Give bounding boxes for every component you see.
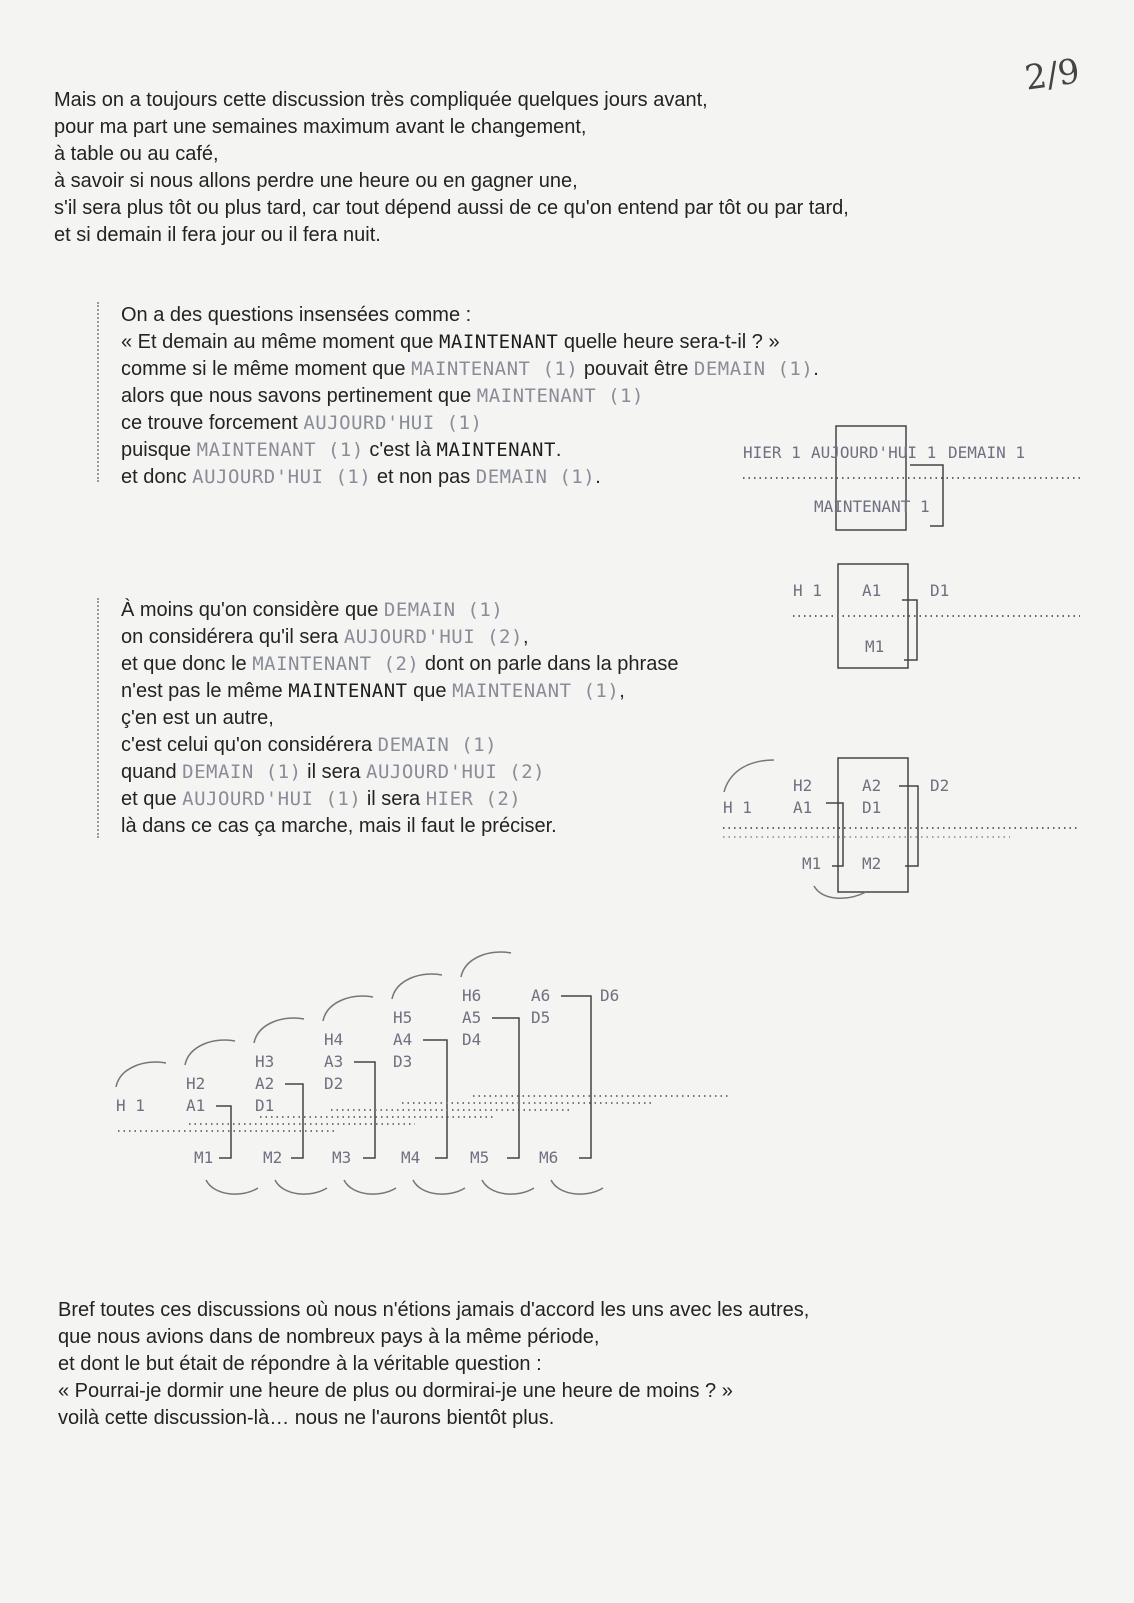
block2-line: À moins qu'on considère que DEMAIN (1) bbox=[121, 599, 504, 621]
d4-arrow-top bbox=[392, 974, 442, 999]
d4-a-label: A2 bbox=[255, 1074, 275, 1093]
diagram-2-bracket bbox=[902, 600, 917, 660]
d4-a-label: A3 bbox=[324, 1052, 344, 1071]
intro-line: Mais on a toujours cette discussion très compliquée quelques jours avant, bbox=[54, 89, 708, 111]
d4-a-label: A4 bbox=[393, 1030, 413, 1049]
intro-line: s'il sera plus tôt ou plus tard, car tout dépend aussi de ce qu'on entend par tôt ou par tard, bbox=[54, 197, 849, 219]
d4-d-label: D4 bbox=[462, 1030, 482, 1049]
intro-line: à table ou au café, bbox=[54, 143, 219, 165]
d4-arrow-top bbox=[323, 996, 373, 1021]
d2-h-label: H 1 bbox=[793, 581, 822, 600]
closing-line: « Pourrai-je dormir une heure de plus ou dormirai-je une heure de moins ? » bbox=[58, 1380, 733, 1402]
closing-line: Bref toutes ces discussions où nous n'étions jamais d'accord les uns avec les autres, bbox=[58, 1299, 810, 1321]
d3-a1-label: A1 bbox=[793, 798, 813, 817]
block1-line: puisque MAINTENANT (1) c'est là MAINTENANT. bbox=[121, 439, 562, 461]
d3-h1-label: H 1 bbox=[723, 798, 752, 817]
d4-d-label: D5 bbox=[531, 1008, 551, 1027]
d4-arrow-bottom bbox=[413, 1180, 465, 1194]
d2-a-label: A1 bbox=[862, 581, 882, 600]
d4-bracket bbox=[285, 1084, 303, 1158]
d1-hier-label: HIER 1 bbox=[743, 443, 801, 462]
d4-a-label: A1 bbox=[186, 1096, 206, 1115]
block1-line: et donc AUJOURD'HUI (1) et non pas DEMAIN (1). bbox=[121, 466, 601, 488]
intro-line: à savoir si nous allons perdre une heure ou en gagner une, bbox=[54, 170, 578, 192]
d3-d1-label: D1 bbox=[862, 798, 882, 817]
d4-d-label: D2 bbox=[324, 1074, 344, 1093]
d4-h-label: H2 bbox=[186, 1074, 206, 1093]
d4-d-label: D1 bbox=[255, 1096, 275, 1115]
d4-bracket bbox=[561, 996, 591, 1158]
d3-d2-label: D2 bbox=[930, 776, 950, 795]
block1-line: alors que nous savons pertinement que MAINTENANT (1) bbox=[121, 385, 644, 407]
d3-m1-label: M1 bbox=[802, 854, 822, 873]
d4-arrow-bottom bbox=[344, 1180, 396, 1194]
closing-line: voilà cette discussion-là… nous ne l'aurons bientôt plus. bbox=[58, 1407, 555, 1429]
block2-line: ç'en est un autre, bbox=[121, 707, 274, 729]
d4-h-label: H6 bbox=[462, 986, 482, 1005]
d4-arrow-top bbox=[461, 952, 511, 977]
diagram-4-labels bbox=[186, 986, 619, 1167]
d1-aujourdhui-label: AUJOURD'HUI 1 bbox=[811, 443, 937, 462]
page-number: 2/9 bbox=[1022, 51, 1083, 99]
d1-maintenant-label: MAINTENANT 1 bbox=[814, 497, 930, 516]
block1-line: « Et demain au même moment que MAINTENANT quelle heure sera-t-il ? » bbox=[121, 331, 780, 353]
diagram-3-arrow-top bbox=[724, 760, 774, 792]
d3-h2-label: H2 bbox=[793, 776, 813, 795]
d1-demain-label: DEMAIN 1 bbox=[948, 443, 1026, 462]
block2-line: n'est pas le même MAINTENANT que MAINTENANT (1), bbox=[121, 680, 625, 702]
d4-d-label: D3 bbox=[393, 1052, 413, 1071]
d4-bracket bbox=[423, 1040, 447, 1158]
d4-arrow-bottom bbox=[482, 1180, 534, 1194]
d4-h-label: H5 bbox=[393, 1008, 413, 1027]
block2-line: on considérera qu'il sera AUJOURD'HUI (2), bbox=[121, 626, 529, 648]
closing-line: que nous avions dans de nombreux pays à la même période, bbox=[58, 1326, 600, 1348]
d4-m-label: M3 bbox=[332, 1148, 352, 1167]
block2-line: là dans ce cas ça marche, mais il faut le préciser. bbox=[121, 815, 557, 837]
d4-arrow-top bbox=[116, 1062, 166, 1087]
d2-d-label: D1 bbox=[930, 581, 950, 600]
block1-line: comme si le même moment que MAINTENANT (1) pouvait être DEMAIN (1). bbox=[121, 358, 819, 380]
diagram-3-bracket-inner bbox=[826, 803, 843, 866]
block2-line: et que AUJOURD'HUI (1) il sera HIER (2) bbox=[121, 788, 522, 810]
d4-arrow-bottom bbox=[275, 1180, 327, 1194]
d4-m-label: M1 bbox=[194, 1148, 214, 1167]
d4-bracket bbox=[492, 1018, 519, 1158]
block1-line: On a des questions insensées comme : bbox=[121, 304, 472, 326]
diagram-3 bbox=[723, 758, 1080, 898]
closing-line: et dont le but était de répondre à la véritable question : bbox=[58, 1353, 542, 1375]
intro-line: pour ma part une semaines maximum avant le changement, bbox=[54, 116, 587, 138]
d4-m-label: M2 bbox=[263, 1148, 283, 1167]
block1-line: ce trouve forcement AUJOURD'HUI (1) bbox=[121, 412, 483, 434]
d4-a-label: A5 bbox=[462, 1008, 482, 1027]
d4-arrow-top bbox=[254, 1018, 304, 1043]
diagram-1-bracket bbox=[910, 465, 943, 526]
intro-line: et si demain il fera jour ou il fera nuit. bbox=[54, 224, 381, 246]
d4-m-label: M5 bbox=[470, 1148, 490, 1167]
d4-arrow-top bbox=[185, 1040, 235, 1065]
d4-m-label: M4 bbox=[401, 1148, 421, 1167]
diagram-labels bbox=[116, 443, 1025, 1167]
block2-line: et que donc le MAINTENANT (2) dont on parle dans la phrase bbox=[121, 653, 679, 675]
d4-a-label: A6 bbox=[531, 986, 551, 1005]
d3-m2-label: M2 bbox=[862, 854, 882, 873]
d4-h-label: H3 bbox=[255, 1052, 275, 1071]
d3-a2-label: A2 bbox=[862, 776, 882, 795]
d4-h1-label: H 1 bbox=[116, 1096, 145, 1115]
block2-line: c'est celui qu'on considérera DEMAIN (1) bbox=[121, 734, 498, 756]
d4-arrow-bottom bbox=[551, 1180, 603, 1194]
d4-h-label: H4 bbox=[324, 1030, 344, 1049]
block2-line: quand DEMAIN (1) il sera AUJOURD'HUI (2) bbox=[121, 761, 546, 783]
d2-m-label: M1 bbox=[865, 637, 885, 656]
d4-d-label: D6 bbox=[600, 986, 620, 1005]
d4-arrow-bottom bbox=[206, 1180, 258, 1194]
d4-m-label: M6 bbox=[539, 1148, 559, 1167]
diagram-2 bbox=[793, 564, 1080, 668]
